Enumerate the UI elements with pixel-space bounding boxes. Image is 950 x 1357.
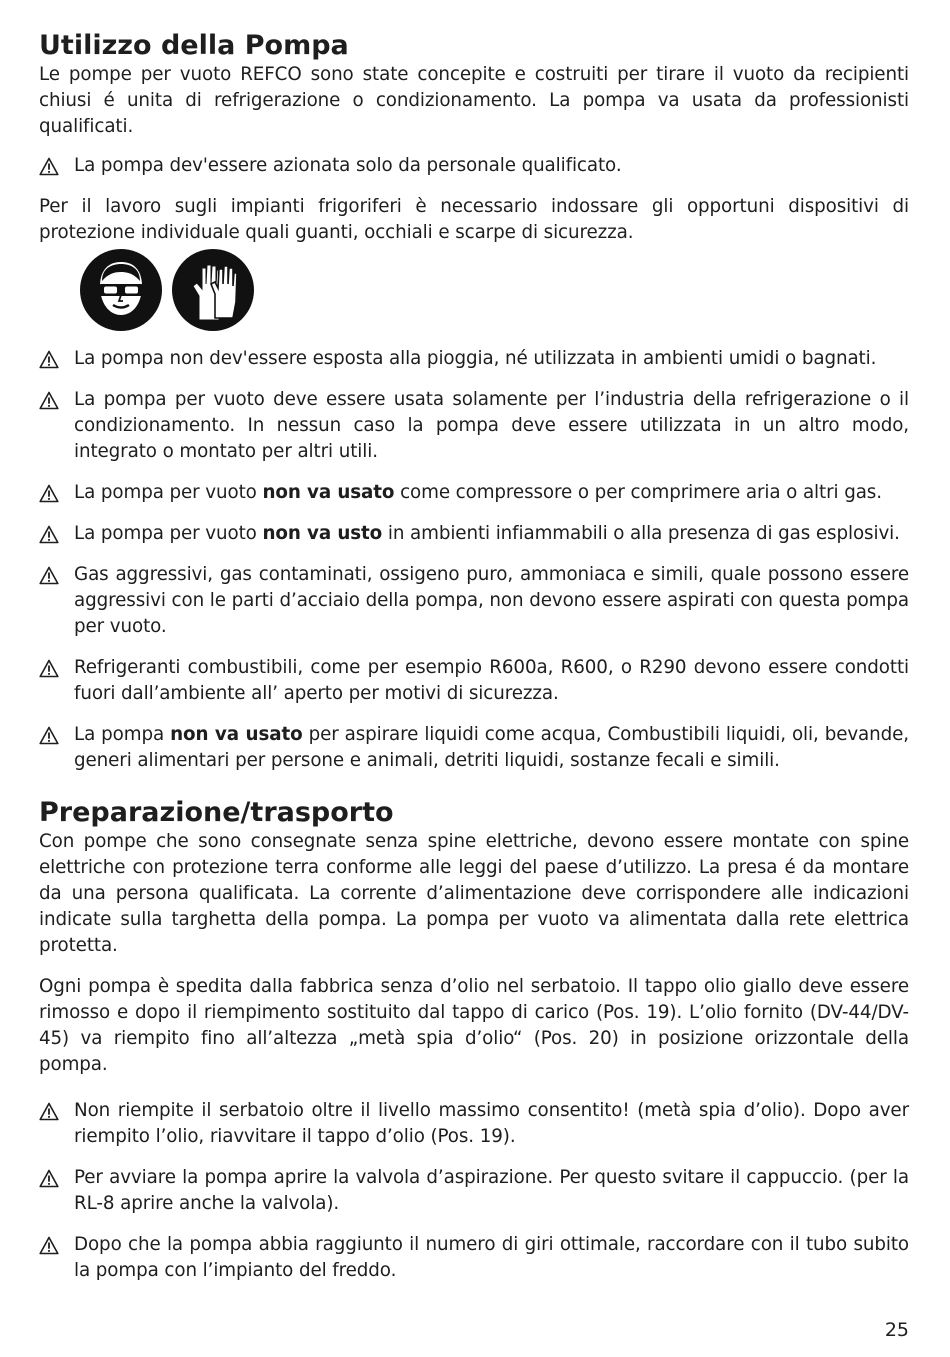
warning-text-pre: La pompa [74,724,171,745]
warning-text [74,480,909,506]
warning-item [39,480,909,506]
warning-triangle-icon [39,484,59,503]
warning-item [39,153,909,179]
warning-triangle-icon [39,566,59,585]
safety-goggles-icon [79,248,163,332]
warnings-list-2 [39,1098,909,1284]
warning-text-post: come compressore o per comprimere aria o altri gas. [394,482,882,503]
warning-item [39,562,909,640]
warning-text-post: per aspirare liquidi come acqua, Combustibili liquidi, oli, bevande, generi alimentari per persone e animali, detriti liquidi, sostanze fecali e simili. [74,724,910,771]
warning-item [39,1165,909,1217]
prep-paragraph-2: Ogni pompa è spedita dalla fabbrica senza d’olio nel serbatoio. Il tappo olio giallo deve essere rimosso e dopo il riempimento sostituito dal tappo di carico (Pos. 19). L’olio fornito (DV-44/DV-45) va riempito fino all’altezza „metà spia d’olio“ (Pos. 20) in posizione orizzontale della pompa. [39,976,909,1075]
page-number: 25 [884,1319,909,1341]
warning-text: La pompa dev'essere azionata solo da personale qualificato. [74,155,622,176]
warning-text: La pompa per vuoto deve essere usata solamente per l’industria della refrigerazione o il condizionamento. In nessun caso la pompa deve essere utilizzata in un altro modo, integrato o montato per altri utili. [74,389,909,462]
warning-text: Refrigeranti combustibili, come per esempio R600a, R600, o R290 devono essere condotti fuori dall’ambiente all’ aperto per motivi di sicurezza. [74,657,909,704]
warning-text: Per avviare la pompa aprire la valvola d’aspirazione. Per questo svitare il cappuccio. (per la RL-8 aprire anche la valvola). [74,1167,909,1214]
ppe-paragraph: Per il lavoro sugli impianti frigoriferi è necessario indossare gli opportuni dispositivi di protezione individuale quali guanti, occhiali e scarpe di sicurezza. [39,196,909,243]
safety-gloves-icon [171,248,255,332]
warning-triangle-icon [39,350,59,369]
warning-text-bold: non va usto [262,523,383,544]
warning-triangle-icon [39,659,59,678]
warning-text: Gas aggressivi, gas contaminati, ossigeno puro, ammoniaca e simili, quale possono essere aggressivi con le parti d’acciaio della pompa, non devono essere aspirati con questa pompa per vuoto. [74,564,909,637]
section-title-utilizzo: Utilizzo della Pompa [39,30,349,61]
ppe-icons [79,248,909,332]
prep-paragraph-1: Con pompe che sono consegnate senza spine elettriche, devono essere montate con spine elettriche con protezione terra conforme alle leggi del paese d’utilizzo. La presa é da montare da una persona qualificata. La corrente d’alimentazione deve corrispondere alle indicazioni indicate sulla targhetta della pompa. La pompa per vuoto va alimentata dalla rete elettrica protetta. [39,831,909,956]
warning-item [39,1098,909,1150]
warning-item [39,521,909,547]
warning-triangle-icon [39,1236,59,1255]
warning-triangle-icon [39,391,59,410]
warning-triangle-icon [39,525,59,544]
intro-paragraph: Le pompe per vuoto REFCO sono state concepite e costruiti per tirare il vuoto da recipienti chiusi é unita di refrigerazione o condizionamento. La pompa va usata da professionisti qualificati. [39,64,909,137]
warning-text: Non riempite il serbatoio oltre il livello massimo consentito! (metà spia d’olio). Dopo aver riempito l’olio, riavvitare il tappo d’olio (Pos. 19). [74,1100,909,1147]
warning-triangle-icon [39,1169,59,1188]
warning-text-pre: La pompa per vuoto [74,482,263,503]
warning-text-post: in ambienti infiammabili o alla presenza di gas esplosivi. [382,523,900,544]
warning-text-bold: non va usato [262,482,395,503]
warning-text [74,521,909,547]
warning-text: La pompa non dev'essere esposta alla pioggia, né utilizzata in ambienti umidi o bagnati. [74,348,877,369]
warning-triangle-icon [39,1102,59,1121]
warning-item [39,1232,909,1284]
section-title-preparazione: Preparazione/trasporto [39,797,394,828]
document-page [39,30,909,1299]
warning-triangle-icon [39,726,59,745]
warning-item [39,655,909,707]
warning-item [39,346,909,372]
warning-item [39,387,909,465]
warning-text-pre: La pompa per vuoto [74,523,263,544]
warnings-list-1 [39,346,909,774]
warning-item [39,722,909,774]
warning-text: Dopo che la pompa abbia raggiunto il numero di giri ottimale, raccordare con il tubo subito la pompa con l’impianto del freddo. [74,1234,909,1281]
warning-text-bold: non va usato [170,724,303,745]
warning-triangle-icon [39,157,59,176]
warning-text [74,722,909,774]
